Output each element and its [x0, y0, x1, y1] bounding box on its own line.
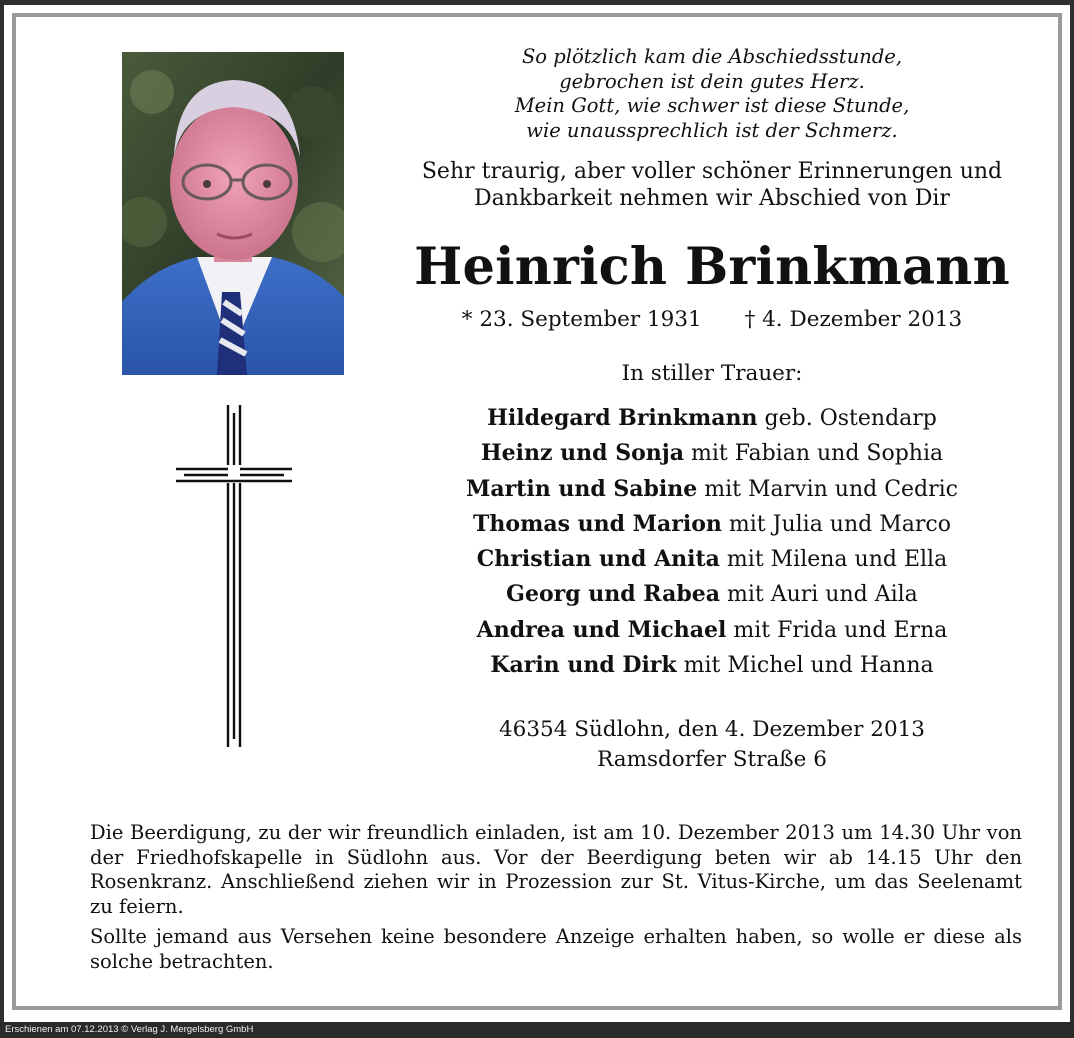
family-list	[402, 401, 1022, 683]
family-entry	[402, 577, 1022, 612]
funeral-info	[90, 821, 1022, 980]
family-names: Karin und Dirk	[490, 652, 677, 679]
family-extra: mit Milena und Ella	[719, 547, 948, 573]
family-extra: mit Auri und Aila	[719, 582, 918, 608]
birth-date: * 23. September 1931	[461, 307, 702, 332]
family-entry	[402, 613, 1022, 648]
poem-line: Mein Gott, wie schwer ist diese Stunde,	[514, 94, 910, 117]
family-names: Georg und Rabea	[506, 581, 720, 608]
portrait-photo	[122, 52, 344, 375]
family-extra: mit Julia und Marco	[721, 511, 951, 537]
poem-line: gebrochen ist dein gutes Herz.	[559, 69, 865, 93]
place-date: 46354 Südlohn, den 4. Dezember 2013	[499, 717, 925, 742]
cross-icon	[176, 405, 292, 747]
family-extra: mit Marvin und Cedric	[697, 476, 958, 502]
family-extra: mit Fabian und Sophia	[683, 441, 944, 467]
funeral-text: Die Beerdigung, zu der wir freundlich einladen, ist am 10. Dezember 2013 um 14.30 Uhr von der Friedhofskapelle in Südlohn aus. Vor der Beerdigung beten wir ab 14.15 Uhr den Rosenkranz. Anschließend ziehen wir in Prozession zur St. Vitus-Kirche, um das Seelenamt zu feiern.	[90, 821, 1022, 918]
family-names: Andrea und Michael	[476, 616, 727, 643]
family-names: Thomas und Marion	[473, 510, 722, 537]
mourning-heading: In stiller Trauer:	[621, 361, 803, 386]
poem-line: wie unaussprechlich ist der Schmerz.	[526, 118, 898, 142]
family-names: Heinz und Sonja	[480, 440, 684, 467]
family-extra: mit Frida und Erna	[726, 617, 948, 643]
family-entry	[402, 542, 1022, 577]
family-entry	[402, 507, 1022, 542]
family-extra: mit Michel und Hanna	[676, 653, 934, 679]
death-date: † 4. Dezember 2013	[744, 307, 963, 332]
deceased-name: Heinrich Brinkmann	[414, 237, 1010, 297]
family-names: Martin und Sabine	[465, 475, 698, 502]
family-entry	[402, 472, 1022, 507]
intro-line: Dankbarkeit nehmen wir Abschied von Dir	[474, 185, 950, 211]
family-entry	[402, 436, 1022, 471]
family-extra: geb. Ostendarp	[757, 406, 937, 431]
intro-line: Sehr traurig, aber voller schöner Erinnerungen und	[421, 159, 1003, 184]
family-entry	[402, 648, 1022, 683]
intro-text	[402, 159, 1022, 212]
family-names: Christian und Anita	[476, 546, 720, 573]
poem-line: So plötzlich kam die Abschiedsstunde,	[521, 45, 903, 68]
life-dates	[402, 305, 1022, 335]
publication-footer: Erschienen am 07.12.2013 © Verlag J. Mergelsberg GmbH	[5, 1024, 254, 1035]
street: Ramsdorfer Straße 6	[597, 747, 827, 772]
address-block	[402, 715, 1022, 775]
notice-text: Sollte jemand aus Versehen keine besondere Anzeige erhalten haben, so wolle er diese als solche betrachten.	[90, 925, 1022, 973]
family-names: Hildegard Brinkmann	[487, 405, 758, 431]
family-entry	[402, 401, 1022, 436]
poem	[402, 45, 1022, 143]
